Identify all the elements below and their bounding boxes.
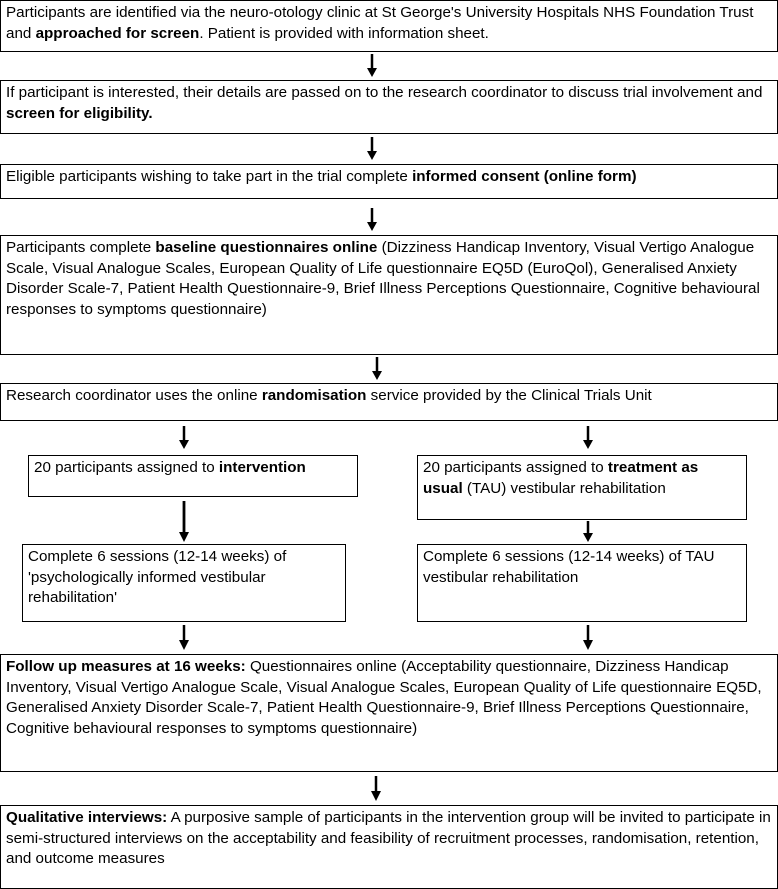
step-randomisation-text-end: service provided by the Clinical Trials Unit	[366, 387, 652, 404]
tau-sessions-text: Complete 6 sessions (12-14 weeks) of TAU vestibular rehabilitation	[423, 548, 715, 586]
arrow-step4-to-step5	[370, 357, 384, 381]
intervention-sessions-text: Complete 6 sessions (12-14 weeks) of 'psychologically informed vestibular rehabilitation'	[28, 548, 287, 606]
step-identification-box	[0, 0, 778, 52]
tau-assign-bold: treatment as usual	[423, 459, 699, 497]
arrow-tau-sessions-to-follow-up	[581, 625, 595, 651]
arrow-intervention-sessions-to-follow-up	[177, 625, 191, 651]
step-consent-bold: informed consent (online form)	[412, 168, 637, 185]
intervention-sessions-box	[22, 544, 346, 622]
step-baseline-text-end: (Dizziness Handicap Inventory, Visual Vertigo Analogue Scale, Visual Analogue Scales, European Quality of Life questionnaire EQ5D (EuroQol), Generalised Anxiety Disorder Scale-7, Patient Health Questionnaire-9, Brief Illness Perceptions Questionnaire, Cognitive behavioural responses to symptoms questionnaire)	[6, 239, 760, 318]
step-baseline-bold: baseline questionnaires online	[155, 239, 378, 256]
step-consent-text: Eligible participants wishing to take part in the trial complete	[6, 168, 413, 185]
tau-assign-box	[417, 455, 747, 520]
tau-assign-text: 20 participants assigned to	[423, 459, 608, 476]
step-randomisation-text: Research coordinator uses the online	[6, 387, 262, 404]
step-eligibility-bold: screen for eligibility.	[6, 104, 153, 122]
step-identification-text-end: . Patient is provided with information sheet.	[199, 24, 489, 42]
arrow-randomisation-to-intervention	[177, 426, 191, 450]
step-identification-bold: approached for screen	[35, 24, 200, 42]
arrow-intervention-to-sessions	[177, 501, 191, 543]
arrow-step2-to-step3	[365, 137, 379, 161]
arrow-randomisation-to-tau	[581, 426, 595, 450]
step-qualitative-box	[0, 805, 778, 889]
step-qualitative-text: A purposive sample of participants in the intervention group will be invited to participate in semi-structured interviews on the acceptability and feasibility of recruitment processes, randomisation, retention, and outcome measures	[6, 809, 771, 867]
step-qualitative-bold: Qualitative interviews:	[6, 809, 168, 826]
arrow-step1-to-step2	[365, 54, 379, 78]
step-follow-up-bold: Follow up measures at 16 weeks:	[6, 658, 246, 675]
step-follow-up-box	[0, 654, 778, 772]
intervention-assign-box	[28, 455, 358, 497]
step-eligibility-text: If participant is interested, their details are passed on to the research coordinator to discuss trial involvement and	[6, 84, 763, 101]
step-follow-up-text: Questionnaires online (Acceptability questionnaire, Dizziness Handicap Inventory, Visual Vertigo Analogue Scale, Visual Analogue Scales, European Quality of Life questionnaire EQ5D, Generalised Anxiety Disorder Scale-7, Patient Health Questionnaire-9, Brief Illness Perceptions Questionnaire, Cognitive behavioural responses to symptoms questionnaire)	[6, 658, 762, 737]
intervention-assign-bold: intervention	[218, 459, 306, 476]
step-baseline-text: Participants complete	[6, 239, 156, 256]
arrow-step3-to-step4	[365, 208, 379, 232]
step-identification-text: Participants are identified via the neuro-otology clinic at St George's University Hospitals NHS Foundation Trust and	[6, 4, 754, 42]
arrow-follow-up-to-qualitative	[369, 776, 383, 802]
step-baseline-box	[0, 235, 778, 355]
step-eligibility-box	[0, 80, 778, 134]
tau-assign-text-end: (TAU) vestibular rehabilitation	[462, 479, 666, 497]
step-randomisation-bold: randomisation	[261, 387, 367, 404]
arrow-tau-to-sessions	[581, 521, 595, 543]
intervention-assign-text: 20 participants assigned to	[34, 459, 219, 476]
step-consent-box	[0, 164, 778, 199]
step-randomisation-box	[0, 383, 778, 421]
tau-sessions-box	[417, 544, 747, 622]
